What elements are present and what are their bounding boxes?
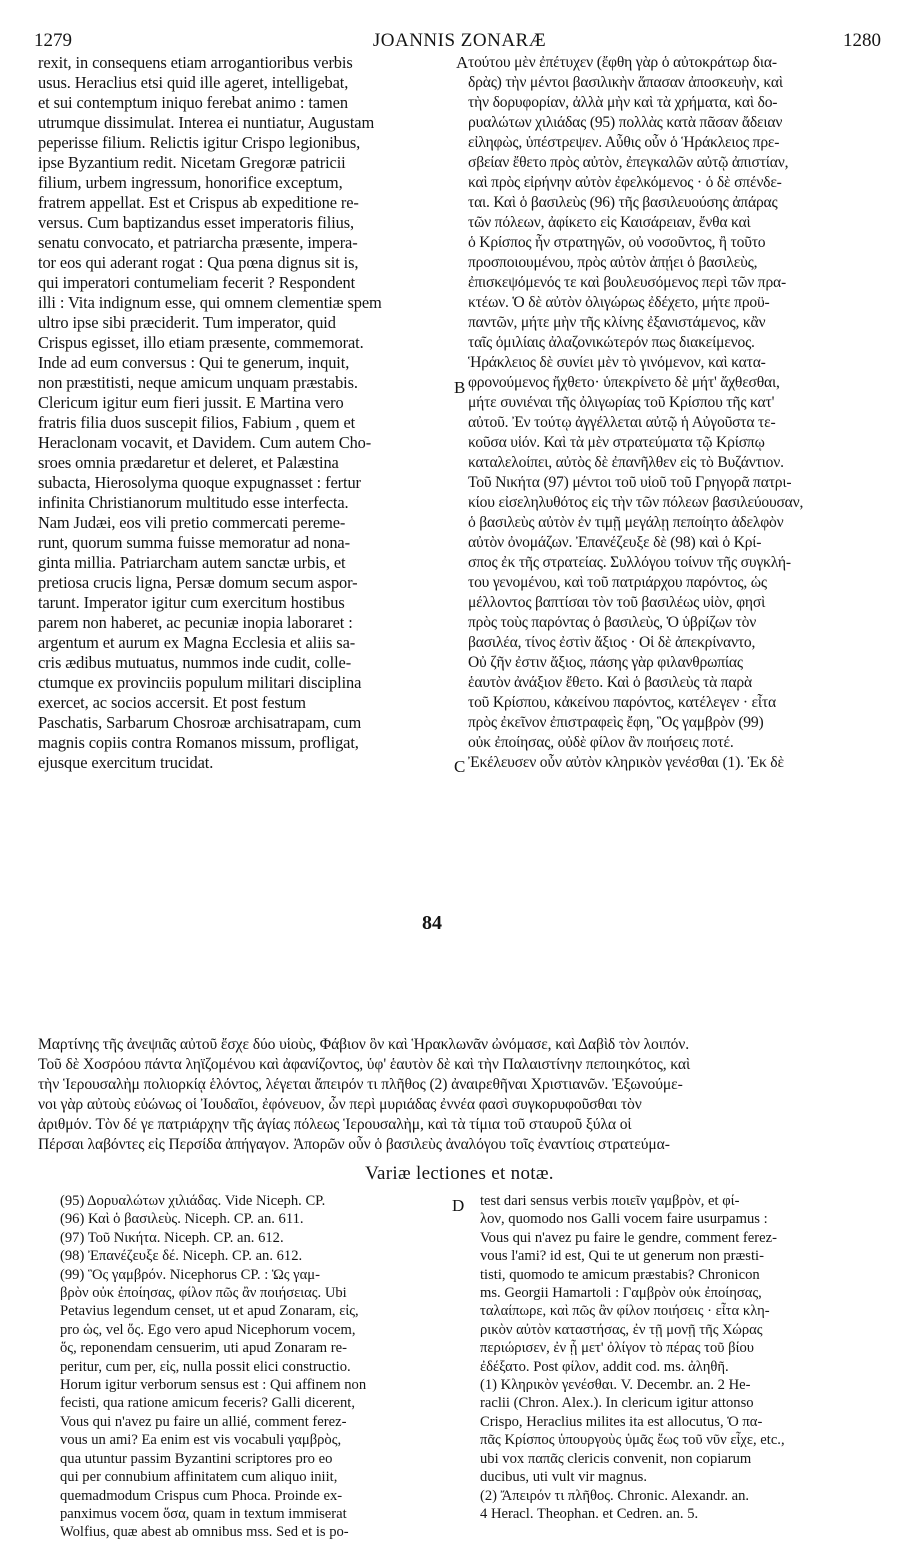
note-line: λον, quomodo nos Galli vocem faire usurpamus : <box>480 1211 768 1228</box>
note-line: (97) Τοῦ Νικήτα. Niceph. CP. an. 612. <box>60 1229 284 1246</box>
greek-text-line: αὐτοῦ. Ἐν τούτῳ ἀγγέλλεται αὐτῷ ἡ Αὐγοῦστα τε- <box>468 414 776 431</box>
greek-text-line: φρονούμενος ἤχθετο· ὑπεκρίνετο δὲ μήτ' ἄχθεσθαι, <box>468 374 780 391</box>
greek-text-line: ρυαλώτων χιλιάδας (95) πολλὰς κατὰ πᾶσαν ἄδειαν <box>468 114 783 131</box>
margin-letter-d: D <box>452 1196 465 1215</box>
note-line: Horum igitur verborum sensus est : Qui affinem non <box>60 1377 367 1394</box>
running-title: JOANNIS ZONARÆ <box>372 30 547 51</box>
greek-column <box>468 53 886 773</box>
greek-text-line: καταλελοίπει, αὐτὸς δὲ ἐπανῆλθεν εἰς τὸ Βυζάντιον. <box>468 454 784 471</box>
note-line: πᾶς Κρίσπος ὑπουργοὺς ὑμᾶς ἕως τοῦ νῦν εἶχε, etc., <box>480 1432 785 1449</box>
latin-text-line: exercet, ac socios accersit. Et post festum <box>38 693 306 712</box>
greek-text-line: τῶν πόλεων, ἀφίκετο εἰς Καισάρειαν, ἔνθα καὶ <box>468 214 751 231</box>
note-line: tisti, quomodo te amicum præstabis? Chronicon <box>480 1266 760 1283</box>
latin-text-line: infinita Christianorum multitudo esse interfecta. <box>38 493 349 512</box>
latin-text-line: senatu convocato, et patriarcha præsente, impera- <box>38 233 358 252</box>
greek-text-line: οὐκ ἐποίησας, οὐδὲ φίλον ἂν ποιήσεις ποτέ. <box>468 734 734 751</box>
full-width-text-line: Μαρτίνης τῆς ἀνεψιᾶς αὐτοῦ ἔσχε δύο υἱοὺς, Φάβιον ὃν καὶ Ἡρακλωνᾶν ὠνόμασε, καὶ Δαβὶδ τὸν λοιπόν. <box>38 1036 690 1053</box>
note-line: (99) Ὃς γαμβρόν. Nicephorus CP. : Ὡς γαμ- <box>60 1266 320 1283</box>
note-line: pro ὡς, vel ὅς. Ego vero apud Nicephorum vocem, <box>60 1321 356 1338</box>
note-line: fecisti, qua ratione amicum feceris? Galli dicerent, <box>60 1395 355 1412</box>
latin-text-line: qui imperatori contumeliam fecerit ? Respondent <box>38 273 356 292</box>
note-line: Vous qui n'avez pu faire le gendre, comment ferez- <box>480 1229 777 1246</box>
greek-text-line: Ἡράκλειος δὲ συνίει μὲν τὸ γινόμενον, καὶ κατα- <box>468 354 766 371</box>
latin-text-line: Paschatis, Sarbarum Chosroæ archisatrapam, cum <box>38 713 362 732</box>
note-line: ms. Georgii Hamartoli : Γαμβρὸν οὐκ ἐποίησας, <box>480 1285 762 1302</box>
right-page-number: 1280 <box>843 30 881 51</box>
full-width-text-line: νοι γὰρ αὐτοὺς εὐώνως οἱ Ἰουδαῖοι, ἐφόνευον, ὧν περὶ μυριάδας ἐννέα φασὶ συγκορυφοῦσθαι τὸν <box>38 1096 642 1113</box>
greek-text-line: τούτου μὲν ἐπέτυχεν (ἔφθη γὰρ ὁ αὐτοκράτωρ δια- <box>468 54 777 71</box>
full-width-text-line: Τοῦ δὲ Χοσρόου πάντα ληϊζομένου καὶ ἀφανίζοντος, ὑφ' ἑαυτὸν δὲ καὶ τὴν Παλαιστίνην πεποιηκότος, καὶ <box>38 1056 691 1073</box>
greek-text-line: σβείαν ἔθετο πρὸς αὐτὸν, ἐπεγκαλῶν αὐτῷ ἀπιστίαν, <box>468 154 789 171</box>
note-line: raclii (Chron. Alex.). In clericum igitur attonso <box>480 1395 754 1412</box>
note-line: ρικὸν αὐτὸν καταστήσας, ἐν τῇ μονῇ τῆς Χώρας <box>480 1321 763 1338</box>
greek-text-line: Τοῦ Νικήτα (97) μέντοι τοῦ υἱοῦ τοῦ Γρηγορᾶ πατρι- <box>468 474 792 491</box>
left-page-number: 1279 <box>34 30 72 51</box>
latin-text-line: filium, urbem ingressum, honorifice exceptum, <box>38 173 343 192</box>
note-line: (2) Ἄπειρόν τι πλῆθος. Chronic. Alexandr. an. <box>480 1487 750 1504</box>
note-line: vous un ami? Ea enim est vis vocabuli γαμβρὸς, <box>60 1432 342 1449</box>
note-line: (95) Δορυαλώτων χιλιάδας. Vide Niceph. CP. <box>60 1193 326 1209</box>
margin-letter-a: A <box>456 53 469 72</box>
greek-text-line: μήτε συνιέναι τῆς ὀλιγωρίας τοῦ Κρίσπου τῆς κατ' <box>468 394 775 411</box>
note-line: peritur, cum per, εἰς, nulla possit elici constructio. <box>60 1358 351 1375</box>
greek-text-line: κίου εἰσεληλυθότος εἰς τὴν τῶν πόλεων βασιλεύουσαν, <box>468 494 804 511</box>
latin-text-line: argentum et aurum ex Magna Ecclesia et aliis sa- <box>38 633 356 652</box>
note-line: (96) Καὶ ὁ βασιλεὺς. Niceph. CP. an. 611. <box>60 1211 304 1228</box>
greek-text-line: Οὐ ζῆν ἐστιν ἄξιος, πάσης γὰρ φιλανθρωπίας <box>468 654 743 671</box>
latin-text-line: illi : Vita indignum esse, qui omnem clementiæ spem <box>38 293 382 312</box>
margin-letter-c: C <box>454 757 466 776</box>
notes-left-column <box>60 1192 444 1542</box>
greek-text-line: προσποιουμένου, πρὸς αὐτὸν ἀπῄει ὁ βασιλεὺς, <box>468 254 758 271</box>
note-line: qua utuntur passim Byzantini scriptores pro eo <box>60 1450 333 1467</box>
latin-text-line: tor eos qui aderant rogat : Qua pœna dignus sit is, <box>38 253 359 272</box>
latin-text-line: non præstitisti, neque amicum unquam præstabis. <box>38 373 358 392</box>
latin-text-line: pretiosa crucis ligna, Persæ domum secum aspor- <box>38 573 358 592</box>
latin-text-line: Crispus egisset, illo etiam præsente, commemorat. <box>38 333 364 352</box>
notes-right-column <box>480 1192 886 1523</box>
note-line: ὅς, reponendam censuerim, uti apud Zonaram re- <box>60 1340 348 1357</box>
greek-text-line: του γενομένου, καὶ τοῦ πατριάρχου παρόντος, ὡς <box>468 574 767 591</box>
latin-text-line: parem non haberet, ac pecuniæ inopia laboraret : <box>38 613 353 632</box>
greek-text-line: σπος ἐκ τῆς στρατείας. Συλλόγου τοίνυν τῆς συγκλή- <box>468 554 791 571</box>
note-line: Vous qui n'avez pu faire un allié, comment ferez- <box>60 1413 347 1430</box>
latin-text-line: ginta millia. Patriarcham autem sanctæ urbis, et <box>38 553 346 572</box>
full-width-text-line: ἀριθμόν. Τὸν δέ γε πατριάρχην τῆς ἁγίας πόλεως Ἱερουσαλὴμ, καὶ τὰ τίμια τοῦ σταυροῦ ξύλα οἱ <box>38 1116 632 1133</box>
greek-text-line: πρὸς ἐκεῖνον ἐπιστραφεὶς ἔφη, Ὃς γαμβρὸν (99) <box>468 714 764 731</box>
latin-text-line: tarunt. Imperator igitur cum exercitum hostibus <box>38 593 345 612</box>
latin-text-line: subacta, Hierosolyma quoque expugnasset : fertur <box>38 473 361 492</box>
latin-text-line: usus. Heraclius etsi quid ille ageret, intelligebat, <box>38 73 349 92</box>
greek-text-line: Ἐκέλευσεν οὖν αὐτὸν κληρικὸν γενέσθαι (1). Ἐκ δὲ <box>468 754 784 771</box>
note-line: ducibus, uti vult vir magnus. <box>480 1469 648 1486</box>
greek-text-line: δρὰς) τὴν μέντοι βασιλικὴν ἅπασαν ἀποσκευὴν, καὶ <box>468 74 783 91</box>
greek-text-line: τὴν δορυφορίαν, ἀλλὰ μὴν καὶ τὰ χρήματα, καὶ δο- <box>468 94 778 111</box>
note-line: Petavius legendum censet, ut et apud Zonaram, εἰς, <box>60 1303 359 1320</box>
latin-text-line: Clericum igitur eum fieri jussit. E Martina vero <box>38 393 344 412</box>
latin-column <box>38 53 454 773</box>
note-line: panximus vocem ὅσα, quam in textum immiserat <box>60 1505 347 1522</box>
full-width-text-line: Πέρσαι λαβόντες εἰς Περσίδα ἀπήγαγον. Ἀπορῶν οὖν ὁ βασιλεὺς ἀναλόγου τοῖς ἐναντίοις στρατεύμα- <box>38 1136 670 1153</box>
note-line: Crispo, Heraclius milites ita est allocutus, Ὁ πα- <box>480 1413 763 1430</box>
latin-text-line: utrumque dissimulat. Interea ei nuntiatur, Augustam <box>38 113 375 132</box>
greek-text-line: εἰληφὼς, ὑπέστρεψεν. Αὖθις οὖν ὁ Ἡράκλειος πρε- <box>468 134 780 151</box>
full-width-greek-text <box>38 1035 884 1155</box>
latin-text-line: et sui contemptum iniquo ferebat animo : tamen <box>38 93 348 112</box>
margin-letter-b: B <box>454 378 466 397</box>
full-width-text-line: τὴν Ἱερουσαλὴμ πολιορκίᾳ ἑλόντος, λέγεται ἄπειρόν τι πλῆθος (2) ἀναιρεθῆναι Χριστιανῶν. Ἐξωνούμε- <box>38 1076 683 1093</box>
latin-text-line: Inde ad eum conversus : Qui te generum, inquit, <box>38 353 350 372</box>
latin-text-line: Heraclonam vocavit, et Davidem. Cum autem Cho- <box>38 433 372 452</box>
latin-text-line: ejusque exercitum trucidat. <box>38 753 214 772</box>
notes-section-title: Variæ lectiones et notæ. <box>365 1163 554 1184</box>
note-line: quemadmodum Crispus cum Phoca. Proinde ex- <box>60 1487 343 1504</box>
note-line: περιώρισεν, ἐν ᾗ μετ' ὀλίγον τὸ πέρας τοῦ βίου <box>480 1340 755 1357</box>
latin-text-line: ultro ipse sibi præciderit. Tum imperator, quid <box>38 313 336 332</box>
greek-text-line: ὁ βασιλεὺς αὐτὸν ἐν τιμῇ μεγάλῃ πεποίητο ἀδελφὸν <box>468 514 784 531</box>
greek-text-line: μέλλοντος βαπτίσαι τὸν τοῦ βασιλέως υἱὸν, φησὶ <box>468 594 766 611</box>
latin-text-line: fratris filia duos suscepit filios, Fabium , quem et <box>38 413 356 432</box>
greek-text-line: κοῦσα υἱόν. Καὶ τὰ μὲν στρατεύματα τῷ Κρίσπῳ <box>468 434 765 451</box>
note-line: vous l'ami? id est, Qui te ut generum non præsti- <box>480 1248 764 1265</box>
latin-text-line: ctumque ex provinciis populum militari disciplina <box>38 673 362 692</box>
latin-text-line: magnis copiis contra Romanos missum, profligat, <box>38 733 359 752</box>
greek-text-line: ται. Καὶ ὁ βασιλεὺς (96) τῆς βασιλευούσης ἀπάρας <box>468 194 778 211</box>
note-line: qui per connubium affinitatem cum aliquo iniit, <box>60 1469 338 1486</box>
latin-text-line: cris ædibus mutuatus, nummos inde cudit, colle- <box>38 653 352 672</box>
greek-text-line: κτέων. Ὁ δὲ αὐτὸν ὀλιγώρως ἐδέχετο, μήτε προϋ- <box>468 294 770 311</box>
greek-text-line: τοῦ Κρίσπου, κἀκείνου παρόντος, κατέλεγεν · εἶτα <box>468 694 776 711</box>
page-mark: 84 <box>422 912 442 934</box>
note-line: (1) Κληρικὸν γενέσθαι. V. Decembr. an. 2 He- <box>480 1377 751 1394</box>
greek-text-line: ὁ Κρίσπος ἦν στρατηγῶν, οὐ νοσοῦντος, ἢ τοῦτο <box>468 234 766 251</box>
greek-text-line: ταῖς ὁμιλίαις ἀλαζονικώτερόν πως διακείμενος. <box>468 334 755 351</box>
note-line: Wolfius, quæ abest ab omnibus mss. Sed et is po- <box>60 1524 349 1541</box>
latin-text-line: Nam Judæi, eos vili pretio commercati peremе- <box>38 513 346 532</box>
latin-text-line: versus. Cum baptizandus esset imperatoris filius, <box>38 213 355 232</box>
latin-text-line: peperisse filium. Relictis igitur Crispo legionibus, <box>38 133 361 152</box>
greek-text-line: αὐτὸν ὀνομάζων. Ἐπανέζευξε δὲ (98) καὶ ὁ Κρί- <box>468 534 762 551</box>
note-line: test dari sensus verbis ποιεῖν γαμβρὸν, et φί- <box>480 1193 740 1209</box>
greek-text-line: πρὸς τοὺς παρόντας ὁ βασιλεὺς, Ὁ ὑβρίζων τὸν <box>468 614 757 631</box>
latin-text-line: ipse Byzantium redit. Nicetam Gregoræ patricii <box>38 153 346 172</box>
latin-text-line: sroes omnia prædaretur et deleret, et Palæstina <box>38 453 339 472</box>
latin-text-line: runt, quorum summa fuisse memoratur ad nona- <box>38 533 350 552</box>
note-line: ταλαίπωρε, καὶ πῶς ἂν φίλον ποιήσεις · εἶτα κλη- <box>480 1303 770 1320</box>
latin-text-line: fratrem appellat. Est et Crispus ab expeditione re- <box>38 193 359 212</box>
note-line: βρὸν οὐκ ἐποίησας, φίλον πῶς ἂν ποιήσειας. Ubi <box>60 1285 347 1302</box>
latin-text-line: rexit, in consequens etiam arrogantioribus verbis <box>38 53 353 72</box>
note-line: ἐδέξατο. Post φίλον, addit cod. ms. ἀληθῆ. <box>480 1358 729 1375</box>
greek-text-line: καὶ πρὸς εἰρήνην αὐτὸν ἐφελκόμενος · ὁ δὲ σπένδε- <box>468 174 782 191</box>
greek-text-line: ἑαυτὸν ἀνάξιον ἔθετο. Καὶ ὁ βασιλεὺς τὰ παρὰ <box>468 674 752 691</box>
greek-text-line: βασιλέα, τίνος ἐστὶν ἄξιος · Οἱ δὲ ἀπεκρίναντο, <box>468 634 756 651</box>
greek-text-line: παντῶν, μήτε μὴν τῆς κλίνης ἐξανιστάμενος, κἂν <box>468 314 766 331</box>
note-line: 4 Heracl. Theophan. et Cedren. an. 5. <box>480 1505 699 1522</box>
note-line: (98) Ἐπανέζευξε δέ. Niceph. CP. an. 612. <box>60 1248 303 1265</box>
greek-text-line: ἐπισκεψόμενός τε καὶ βουλευσόμενος περὶ τῶν πρα- <box>468 274 787 291</box>
note-line: ubi vox παπᾶς clericis convenit, non copiarum <box>480 1450 752 1467</box>
